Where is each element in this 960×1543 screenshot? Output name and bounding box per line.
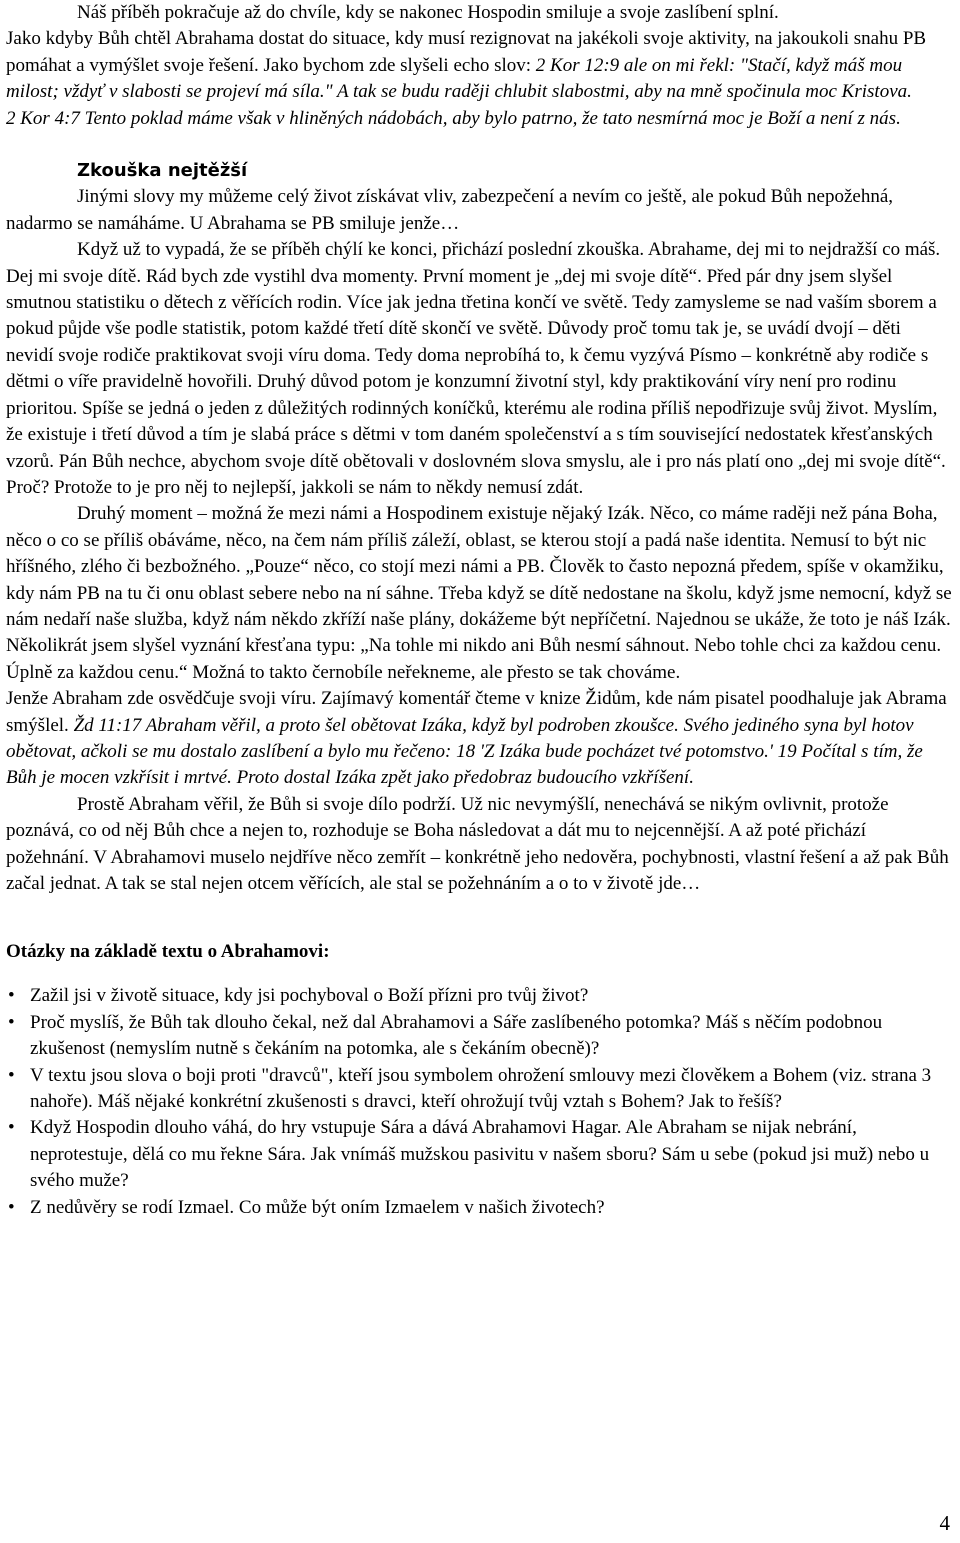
question-item: [6, 983, 952, 1009]
bullet-icon: •: [8, 1196, 15, 1218]
questions-list: [6, 983, 952, 1221]
scripture-quote-2kor-4-7: 2 Kor 4:7 Tento poklad máme však v hliněných nádobách, aby bylo patrno, že tato nesmírná moc je Boží a není z nás.: [6, 107, 901, 129]
question-text: Když Hospodin dlouho váhá, do hry vstupuje Sára a dává Abrahamovi Hagar. Ale Abraham se nijak nebrání, neprotestuje, dělá co mu řekne Sára. Jak vnímáš mužskou pasivitu v našem sboru? Sám u sebe (pokud jsi muž) nebo u svého muže?: [30, 1117, 930, 1192]
intro-line: Náš příběh pokračuje až do chvíle, kdy se nakonec Hospodin smiluje a svoje zaslíbení splní.: [77, 2, 779, 23]
section-heading: Zkouška nejtěžší: [77, 160, 248, 182]
bullet-icon: •: [8, 1064, 15, 1086]
question-item: [6, 1195, 952, 1221]
intro-paragraph: [6, 26, 952, 105]
scripture-quote-zd-11-17: Žd 11:17 Abraham věřil, a proto šel obětovat Izáka, když byl podroben zkoušce. Svého jediného syna byl hotov obětovat, ačkoli se mu dostalo zaslíbení a bylo mu řečeno: 18 'Z Izáka bude pocházet tvé potomstvo.' 19 Počítal s tím, že Bůh je mocen vzkřísit i mrtvé. Proto dostal Izáka zpět jako předobraz budoucího vzkříšení.: [6, 714, 923, 789]
section-paragraph-1: Jinými slovy my můžeme celý život získávat vliv, zabezpečení a nevím co ještě, ale pokud Bůh nepožehná, nadarmo se namáháme. U Abrahama se PB smiluje jenže…: [6, 186, 894, 234]
paragraph-4-text: Jenže Abraham zde osvědčuje svoji víru. Zajímavý komentář čteme v knize Židům, kde nám pisatel poodhaluje jak Abrama smýšlel.: [6, 688, 947, 736]
section-test: [6, 158, 952, 897]
intro-block: [6, 0, 952, 132]
section-paragraph-2: Když už to vypadá, že se příběh chýlí ke konci, přichází poslední zkouška. Abrahame, dej mi to nejdražší co máš. Dej mi svoje dítě. Rád bych zde vystihl dva momenty. První moment je „dej mi svoje dítě“. Před pár dny jsem slyšel smutnou statistiku o dětech z věřících rodin. Více jak jedna třetina končí ve světě. Tedy zamysleme se nad vaším sborem a pokud půjde vše podle statistik, potom každé třetí dítě skončí ve světě. Důvody proč tomu tak je, se uvádí dvojí – děti nevidí svoje rodiče praktikovat svoji víru doma. Tedy doma neprobíhá to, k čemu vyzývá Písmo – konkrétně aby rodiče s dětmi o víře pravidelně hovořili. Druhý důvod potom je konzumní životní styl, kdy praktikování víry není pro rodinu prioritou. Spíše se jedná o jeden z důležitých rodinných koníčků, kterému ale rodina příliš nepodřizuje svůj život. Myslím, že existuje i třetí důvod a tím je slabá práce s dětmi v tom daném společenství a s tím související nedostatek křesťanských vzorů. Pán Bůh nechce, abychom svoje dítě obětovali v doslovném slova smyslu, ale i pro nás platí ono „dej mi svoje dítě“. Proč? Protože to je pro něj to nejlepší, jakkoli se nám to někdy nemusí zdát.: [6, 239, 946, 498]
bullet-icon: •: [8, 1011, 15, 1033]
section-paragraph-3: Druhý moment – možná že mezi námi a Hospodinem existuje nějaký Izák. Něco, co máme raději než pána Boha, něco o co se příliš obáváme, něco, na čem nám příliš záleží, oblast, se kterou stojí a padá naše identita. Nemusí to být nic hříšného, zlého či bezbožného. „Pouze“ něco, co stojí mezi námi a PB. Člověk to často nepozná předem, spíše v okamžiku, kdy nám PB na tu či onu oblast sebere nebo na ní sáhne. Třeba když se dítě nedostane na školu, když jsme nemocní, když se nám nedaří naše služba, když nám někdo zkříží naše plány, dokážeme být nepříčetní. Najednou se ukáže, že toto je náš Izák. Několikrát jsem slyšel vyznání křesťana typu: „Na tohle mi nikdo ani Bůh nesmí sáhnout. Nebo tohle chci za každou cenu. Úplně za každou cenu.“ Možná to takto černobíle neřekneme, ale přesto se tak chováme.: [6, 503, 952, 683]
question-text: V textu jsou slova o boji proti "dravců", kteří jsou symbolem ohrožení smlouvy mezi člověkem a Bohem (viz. strana 3 nahoře). Máš nějaké konkrétní zkušenosti s dravci, kteří ohrožují tvůj vztah s Bohem? Jak to řešíš?: [30, 1064, 932, 1113]
section-paragraph-4: [6, 686, 952, 792]
question-item: [6, 1063, 952, 1116]
question-item: [6, 1010, 952, 1063]
intro-text: Jako kdyby Bůh chtěl Abrahama dostat do situace, kdy musí rezignovat na jakékoli svoje aktivity, na jakoukoli snahu PB pomáhat a vymýšlet svoje řešení. Jako bychom zde slyšeli echo slov:: [6, 28, 927, 76]
bullet-icon: •: [8, 1117, 15, 1139]
question-text: Z nedůvěry se rodí Izmael. Co může být oním Izmaelem v našich životech?: [30, 1196, 605, 1218]
question-text: Proč myslíš, že Bůh tak dlouho čekal, než dal Abrahamovi a Sáře zaslíbeného potomka? Máš s něčím podobnou zkušenost (nemyslím nutně s čekáním na potomka, ale s čekáním obecně)?: [30, 1011, 883, 1060]
section-paragraph-5: Prostě Abraham věřil, že Bůh si svoje dílo podrží. Už nic nevymýšlí, nenechává se nikým ovlivnit, protože poznává, co od něj Bůh chce a nejen to, rozhoduje se Boha následovat a dát mu to nejcennější. A až poté přichází požehnání. V Abrahamovi muselo nejdříve něco zemřít – konkrétně jeho nedověra, pochybnosti, vlastní řešení a až pak Bůh začal jednat. A tak se stal nejen otcem věřících, ale stal se požehnáním a o to v životě jde…: [6, 793, 949, 894]
question-item: [6, 1115, 952, 1194]
questions-heading: Otázky na základě textu o Abrahamovi:: [6, 941, 330, 963]
scripture-quote-2kor-12-9: 2 Kor 12:9 ale on mi řekl: "Stačí, když máš mou milost; vždyť v slabosti se projeví má síla." A tak se budu raději chlubit slabostmi, aby na mně spočinula moc Kristova.: [6, 54, 912, 103]
question-text: Zažil jsi v životě situace, kdy jsi pochyboval o Boží přízni pro tvůj život?: [30, 985, 589, 1007]
page-number: 4: [939, 1511, 950, 1535]
bullet-icon: •: [8, 985, 15, 1007]
